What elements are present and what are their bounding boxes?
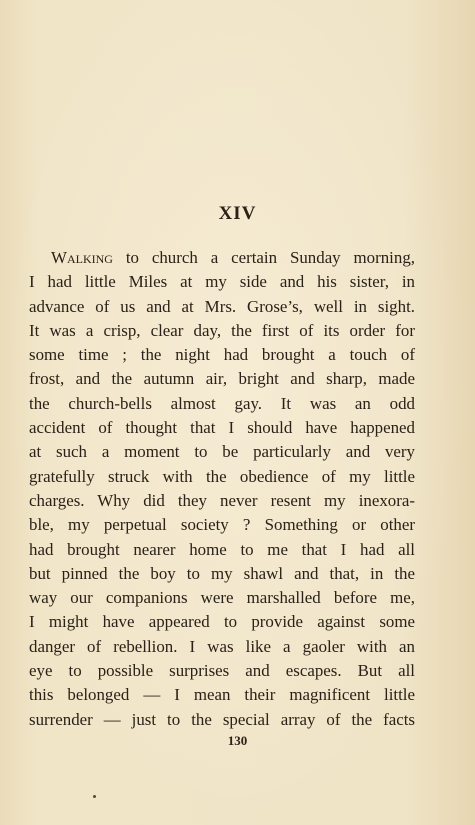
- text-line: way our companions were marshalled before me,: [29, 588, 415, 608]
- text-line: surrender — just to the special array of the facts: [29, 709, 415, 729]
- text-line: I had little Miles at my side and his sister, in: [29, 272, 415, 292]
- text-line: some time ; the night had brought a touch of: [29, 345, 415, 365]
- text-line: gratefully struck with the obedience of my little: [29, 466, 415, 486]
- chapter-heading: XIV: [218, 203, 257, 224]
- body-paragraph: [29, 246, 415, 732]
- text-line: but pinned the boy to my shawl and that, in the: [29, 563, 415, 583]
- text-line: this belonged — I mean their magnificent little: [29, 685, 415, 705]
- text-line: eye to possible surprises and escapes. But all: [29, 661, 415, 681]
- lead-word: Walking: [51, 248, 113, 267]
- text-line: accident of thought that I should have happened: [29, 418, 415, 438]
- text-line: advance of us and at Mrs. Grose’s, well in sight.: [29, 296, 415, 316]
- text-line: [29, 246, 415, 270]
- text-line: frost, and the autumn air, bright and sharp, made: [29, 369, 415, 389]
- text-line: danger of rebellion. I was like a gaoler with an: [29, 636, 415, 656]
- text-line: had brought nearer home to me that I had all: [29, 539, 415, 559]
- text-line-content: to church a certain Sunday morning,: [112, 248, 415, 267]
- ink-speck: [93, 795, 96, 798]
- text-line: at such a moment to be particularly and very: [29, 442, 415, 462]
- page-number: 130: [227, 733, 248, 748]
- text-line: ble, my perpetual society ? Something or other: [29, 515, 415, 535]
- text-line: charges. Why did they never resent my inexora-: [29, 490, 415, 510]
- text-line: It was a crisp, clear day, the first of its order for: [29, 320, 415, 340]
- text-line: the church-bells almost gay. It was an odd: [29, 393, 415, 413]
- text-line: I might have appeared to provide against some: [29, 612, 415, 632]
